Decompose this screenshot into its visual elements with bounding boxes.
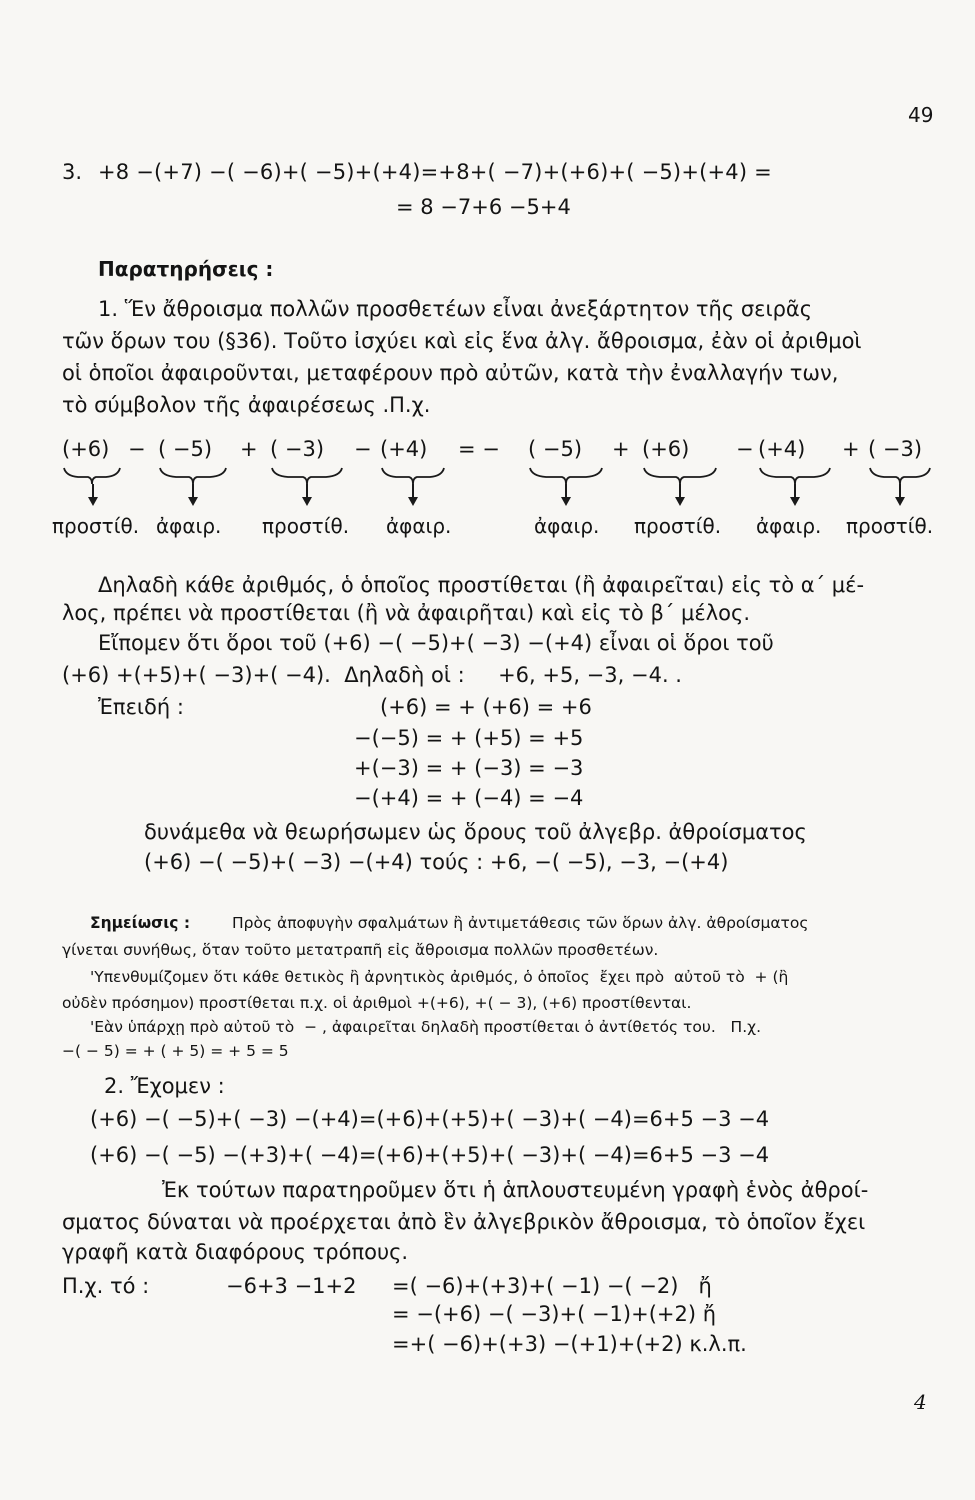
op-left-2: + — [240, 437, 258, 461]
underbrace-6 — [642, 466, 718, 486]
epeidi-label: Ἐπειδή : — [98, 695, 184, 719]
arrow-label-6: προστίθ. — [634, 514, 722, 538]
epeidi-line-3: +(−3) = + (−3) = −3 — [354, 756, 584, 780]
op-left-3: − — [354, 437, 372, 461]
underbrace-8 — [868, 466, 932, 486]
epeidi-line-2: −(−5) = + (+5) = +5 — [354, 726, 584, 750]
underbrace-4 — [380, 466, 446, 486]
note-line-1: Πρὸς ἀποφυγὴν σφαλμάτων ἢ ἀντιμετάθεσις τῶν ὅρων ἀλγ. ἀθροίσματος — [232, 914, 809, 932]
down-arrow-icon — [788, 484, 802, 506]
item-3-number: 3. — [62, 160, 83, 184]
item-3-equation-line-1: +8 −(+7) −( −6)+( −5)+(+4)=+8+( −7)+(+6)+( −5)+(+4) = — [98, 160, 772, 184]
down-arrow-icon — [893, 484, 907, 506]
arrow-label-8: προστίθ. — [846, 514, 934, 538]
term-left-4: (+4) — [380, 437, 428, 461]
item-2-line-2: (+6) −( −5) −(+3)+( −4)=(+6)+(+5)+( −3)+( −4)=6+5 −3 −4 — [90, 1143, 770, 1167]
op-right-3: + — [842, 437, 860, 461]
example-line-3: =+( −6)+(+3) −(+1)+(+2) κ.λ.π. — [392, 1332, 747, 1356]
op-right-2: − — [736, 437, 754, 461]
item-3-equation-line-2: = 8 −7+6 −5+4 — [396, 195, 571, 219]
note-label: Σημείωσις : — [90, 914, 191, 932]
down-arrow-icon — [406, 484, 420, 506]
para3-line-2: (+6) +(+5)+( −3)+( −4). Δηλαδὴ οἱ : +6, +5, −3, −4. . — [62, 663, 682, 687]
item-2-line-1: (+6) −( −5)+( −3) −(+4)=(+6)+(+5)+( −3)+( −4)=6+5 −3 −4 — [90, 1107, 770, 1131]
arrow-label-1: προστίθ. — [52, 514, 140, 538]
footer-signature-mark: 4 — [914, 1390, 927, 1414]
term-right-1: ( −5) — [528, 437, 583, 461]
term-right-3: (+4) — [758, 437, 806, 461]
note-line-2: γίνεται συνήθως, ὅταν τοῦτο μετατραπῆ εἰς ἄθροισμα πολλῶν προσθετέων. — [62, 941, 659, 959]
dynametha-line-1: δυνάμεθα νὰ θεωρήσωμεν ὡς ὅρους τοῦ ἀλγεβρ. ἀθροίσματος — [144, 820, 807, 844]
underbrace-1 — [62, 466, 122, 486]
term-right-2: (+6) — [642, 437, 690, 461]
example-expression: −6+3 −1+2 — [226, 1274, 357, 1298]
equals-sign: = − — [458, 437, 500, 461]
para3-line-1: Εἴπομεν ὅτι ὅροι τοῦ (+6) −( −5)+( −3) −(+4) εἶναι οἱ ὅροι τοῦ — [98, 631, 774, 655]
note-line-3: 'Υπενθυμίζομεν ὅτι κάθε θετικὸς ἢ ἀρνητικὸς ἀριθμός, ὁ ὁποῖος ἔχει πρὸ αὐτοῦ τὸ + (ἢ — [90, 968, 789, 986]
dynametha-line-2: (+6) −( −5)+( −3) −(+4) τούς : +6, −( −5), −3, −(+4) — [144, 850, 729, 874]
down-arrow-icon — [673, 484, 687, 506]
underbrace-5 — [528, 466, 604, 486]
term-left-2: ( −5) — [158, 437, 213, 461]
down-arrow-icon — [186, 484, 200, 506]
note-line-4: οὐδὲν πρόσημον) προστίθεται π.χ. οἱ ἀριθμοὶ +(+6), +( − 3), (+6) προστίθενται. — [62, 994, 692, 1012]
arrow-label-3: προστίθ. — [262, 514, 350, 538]
down-arrow-icon — [559, 484, 573, 506]
example-line-1: =( −6)+(+3)+( −1) −( −2) ἤ — [392, 1274, 712, 1298]
para1-line-3: οἱ ὁποῖοι ἀφαιροῦνται, μεταφέρουν πρὸ αὐτῶν, κατὰ τὴν ἐναλλαγήν των, — [62, 361, 839, 385]
para1-line-2: τῶν ὅρων του (§36). Τοῦτο ἰσχύει καὶ εἰς ἕνα ἀλγ. ἄθροισμα, ἐὰν οἱ ἀριθμοὶ — [62, 329, 862, 353]
op-right-1: + — [612, 437, 630, 461]
arrow-label-2: ἀφαιρ. — [156, 514, 222, 538]
para4-line-3: γραφῆ κατὰ διαφόρους τρόπους. — [62, 1240, 409, 1264]
example-label: Π.χ. τό : — [62, 1274, 150, 1298]
para4-line-1: Ἐκ τούτων παρατηροῦμεν ὅτι ἡ ἁπλουστευμένη γραφὴ ἑνὸς ἀθροί- — [162, 1178, 869, 1202]
para2-line-1: Δηλαδὴ κάθε ἀριθμός, ὁ ὁποῖος προστίθεται (ἢ ἀφαιρεῖται) εἰς τὸ α΄ μέ- — [98, 573, 865, 597]
example-line-2: = −(+6) −( −3)+( −1)+(+2) ἤ — [392, 1302, 717, 1326]
section-heading: Παρατηρήσεις : — [98, 257, 274, 281]
down-arrow-icon — [300, 484, 314, 506]
underbrace-2 — [158, 466, 228, 486]
term-right-4: ( −3) — [868, 437, 923, 461]
arrow-label-7: ἀφαιρ. — [756, 514, 822, 538]
epeidi-line-1: (+6) = + (+6) = +6 — [380, 695, 592, 719]
para4-line-2: σματος δύναται νὰ προέρχεται ἀπὸ ἓν ἀλγεβρικὸν ἄθροισμα, τὸ ὁποῖον ἔχει — [62, 1210, 866, 1234]
arrow-label-4: ἀφαιρ. — [386, 514, 452, 538]
op-left-1: − — [128, 437, 146, 461]
underbrace-7 — [758, 466, 832, 486]
down-arrow-icon — [86, 484, 100, 506]
page-number: 49 — [908, 103, 934, 127]
term-left-3: ( −3) — [270, 437, 325, 461]
underbrace-3 — [270, 466, 344, 486]
para1-line-4: τὸ σύμβολον τῆς ἀφαιρέσεως .Π.χ. — [62, 393, 431, 417]
para2-line-2: λος, πρέπει νὰ προστίθεται (ἢ νὰ ἀφαιρῆται) καὶ εἰς τὸ β΄ μέλος. — [62, 601, 751, 625]
para1-line-1: 1. Ἕν ἄθροισμα πολλῶν προσθετέων εἶναι ἀνεξάρτητον τῆς σειρᾶς — [98, 297, 813, 321]
term-left-1: (+6) — [62, 437, 110, 461]
item-2-label: 2. Ἔχομεν : — [104, 1074, 225, 1098]
arrow-label-5: ἀφαιρ. — [534, 514, 600, 538]
note-line-6: −( − 5) = + ( + 5) = + 5 = 5 — [62, 1042, 289, 1060]
epeidi-line-4: −(+4) = + (−4) = −4 — [354, 786, 584, 810]
note-line-5: 'Εὰν ὑπάρχῃ πρὸ αὐτοῦ τὸ − , ἀφαιρεῖται δηλαδὴ προστίθεται ὁ ἀντίθετός του. Π.χ. — [90, 1018, 762, 1036]
